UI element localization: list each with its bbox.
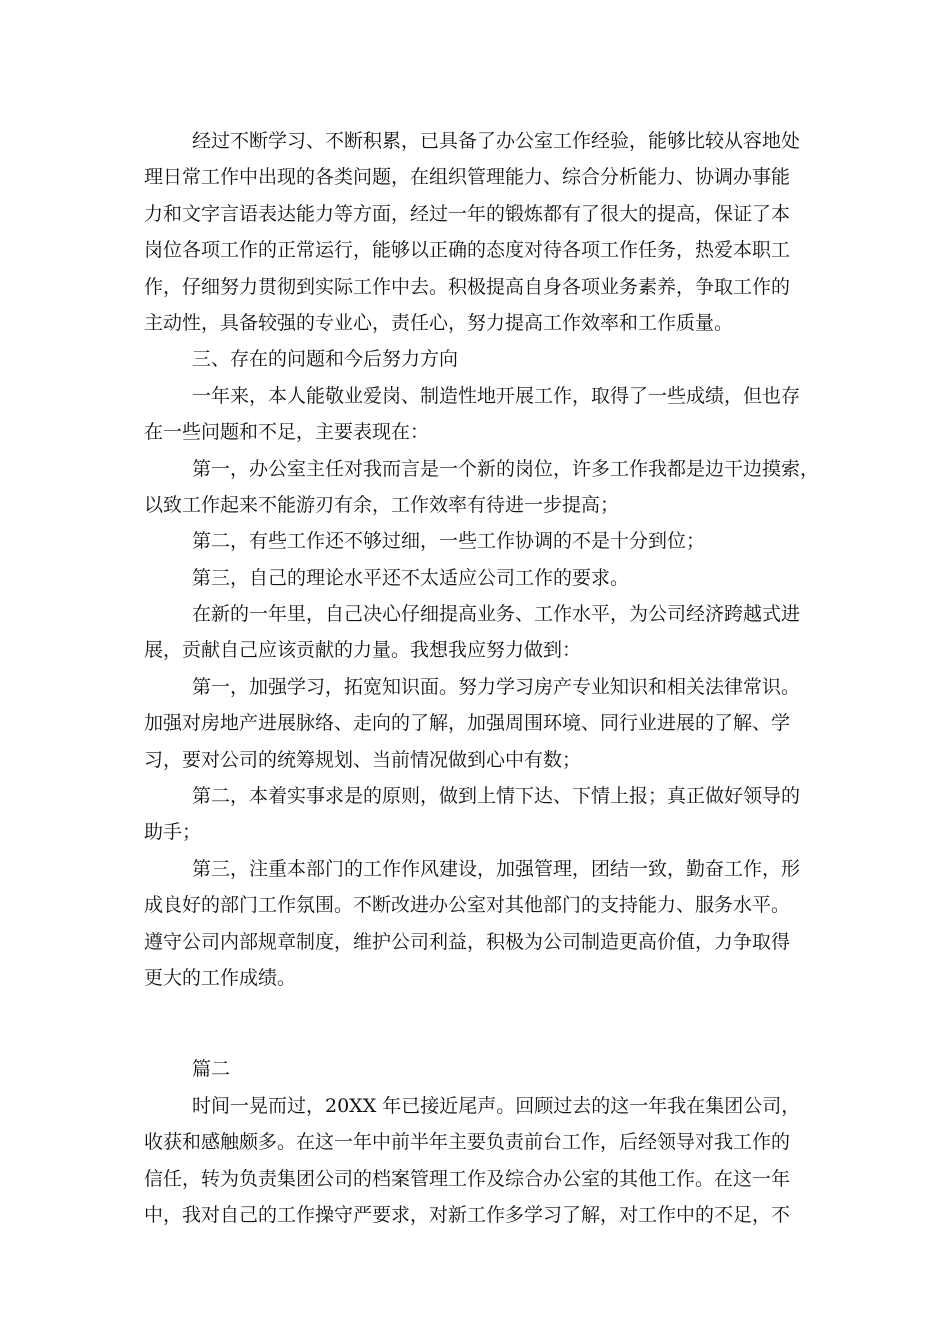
- paragraph-line: 经过不断学习、不断积累，已具备了办公室工作经验，能够比较从容地处: [192, 130, 801, 152]
- paragraph-line: 更大的工作成绩。: [144, 966, 297, 989]
- paragraph-line: 收获和感触颇多。在这一年中前半年主要负责前台工作，后经领导对我工作的: [144, 1131, 791, 1154]
- paragraph-line: 作，仔细努力贯彻到实际工作中去。积极提高自身各项业务素养，争取工作的: [144, 275, 791, 298]
- paragraph-line: 第二，本着实事求是的原则，做到上情下达、下情上报；真正做好领导的: [192, 785, 801, 808]
- paragraph-line: 展，贡献自己应该贡献的力量。我想我应努力做到：: [144, 639, 582, 662]
- paragraph-line: 时间一晃而过，20XX 年已接近尾声。回顾过去的这一年我在集团公司，: [192, 1094, 801, 1117]
- paragraph-line: 习，要对公司的统筹规划、当前情况做到心中有数；: [144, 748, 582, 771]
- paragraph-line: 信任，转为负责集团公司的档案管理工作及综合办公室的其他工作。在这一年: [144, 1167, 791, 1190]
- paragraph-line: 成良好的部门工作氛围。不断改进办公室对其他部门的支持能力、服务水平。: [144, 894, 791, 917]
- section-heading: 篇二: [192, 1058, 231, 1081]
- paragraph-line: 助手；: [144, 821, 202, 844]
- paragraph-line: 一年来，本人能敬业爱岗、制造性地开展工作，取得了一些成绩，但也存: [192, 384, 801, 407]
- paragraph-line: 加强对房地产进展脉络、走向的了解，加强周围环境、同行业进展的了解、学: [144, 712, 791, 735]
- paragraph-line: 中，我对自己的工作操守严要求，对新工作多学习了解，对工作中的不足，不: [144, 1203, 791, 1226]
- paragraph-line: 主动性，具备较强的专业心，责任心，努力提高工作效率和工作质量。: [144, 311, 734, 334]
- paragraph-line: 遵守公司内部规章制度，维护公司利益，积极为公司制造更高价值，力争取得: [144, 930, 791, 953]
- paragraph-line: 力和文字言语表达能力等方面，经过一年的锻炼都有了很大的提高，保证了本: [144, 202, 791, 225]
- paragraph-line: 以致工作起来不能游刃有余，工作效率有待进一步提高；: [144, 493, 620, 516]
- section-heading: 三、存在的问题和今后努力方向: [192, 348, 459, 371]
- paragraph-line: 第三，注重本部门的工作作风建设，加强管理，团结一致，勤奋工作，形: [192, 857, 801, 880]
- paragraph-line: 在一些问题和不足，主要表现在：: [144, 421, 430, 444]
- paragraph-line: 理日常工作中出现的各类问题，在组织管理能力、综合分析能力、协调办事能: [144, 166, 791, 189]
- paragraph-line: 在新的一年里，自己决心仔细提高业务、工作水平，为公司经济跨越式进: [192, 603, 801, 626]
- section-spacer: [144, 996, 814, 1051]
- paragraph-line: 第一，办公室主任对我而言是一个新的岗位，许多工作我都是边干边摸索，: [192, 457, 820, 480]
- document-body: [144, 123, 820, 1233]
- paragraph-line: 第三，自己的理论水平还不太适应公司工作的要求。: [192, 566, 630, 589]
- paragraph-line: 岗位各项工作的正常运行，能够以正确的态度对待各项工作任务，热爱本职工: [144, 239, 791, 262]
- paragraph-line: 第一，加强学习，拓宽知识面。努力学习房产专业知识和相关法律常识。: [192, 675, 801, 698]
- paragraph-line: 第二，有些工作还不够过细，一些工作协调的不是十分到位；: [192, 530, 706, 553]
